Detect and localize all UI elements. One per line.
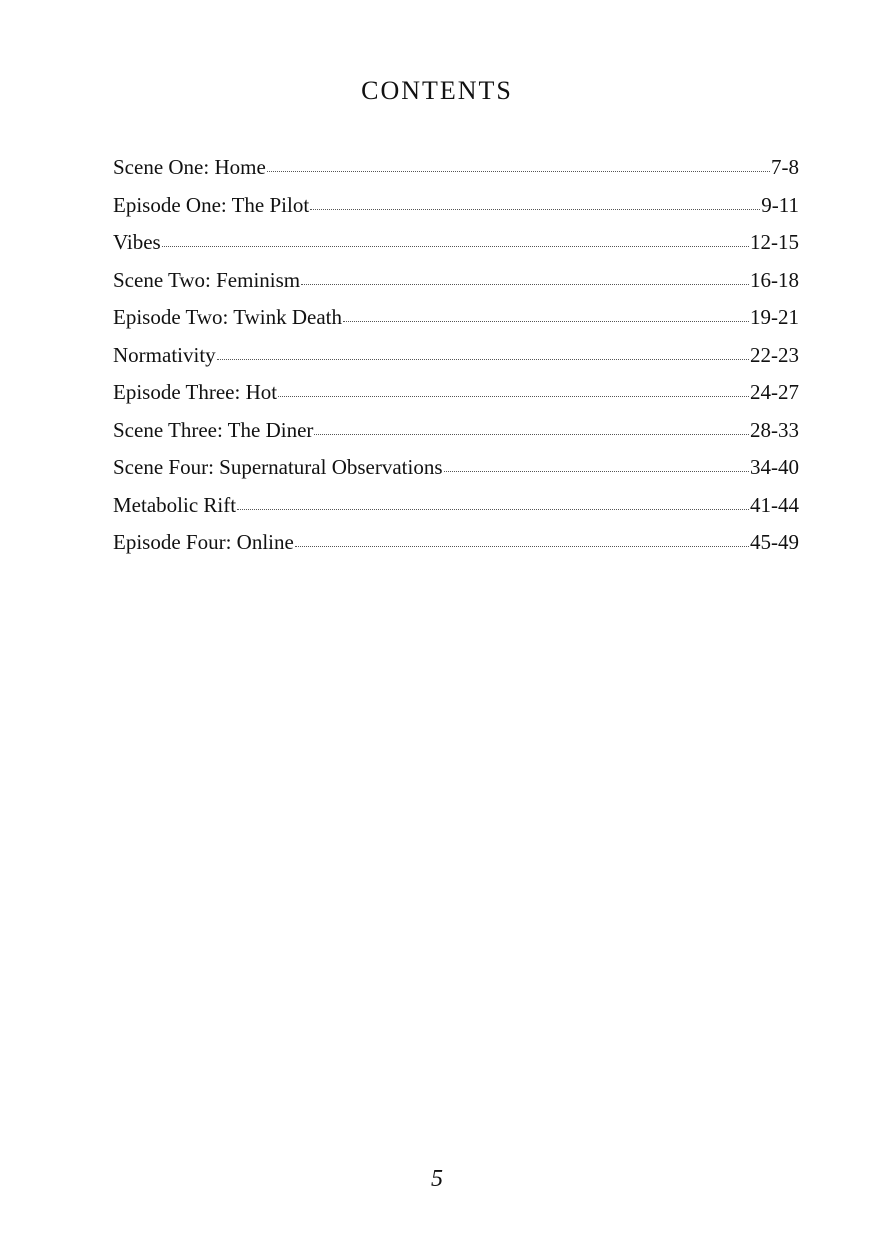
toc-entry-label: Scene Four: Supernatural Observations [113, 455, 443, 479]
toc-entry-pages: 19-21 [750, 305, 799, 329]
dot-leader [267, 171, 770, 172]
toc-entry-label: Scene Two: Feminism [113, 267, 301, 292]
dot-leader [278, 396, 749, 397]
toc-entry-label: Vibes [113, 230, 161, 254]
toc-entry[interactable] [113, 190, 799, 228]
toc-entry[interactable] [113, 340, 799, 378]
toc-entry-label: Scene Three: The Diner [113, 417, 314, 442]
toc-entry-pages: 28-33 [750, 417, 799, 442]
toc-entry-label: Normativity [113, 342, 216, 367]
toc-entry-label: Episode Three: Hot [113, 380, 278, 404]
dot-leader [343, 321, 749, 322]
toc-entry-label: Metabolic Rift [113, 492, 237, 517]
toc-entry-label: Episode Four: Online [113, 530, 294, 554]
toc-entry-pages: 16-18 [750, 267, 799, 292]
toc-entry-pages: 24-27 [750, 380, 799, 404]
toc-entry[interactable] [113, 227, 799, 265]
toc-entry-label: Episode Two: Twink Death [113, 305, 343, 329]
toc-entry-label: Scene One: Home [113, 155, 266, 179]
toc-entry-pages: 12-15 [750, 230, 799, 254]
toc-entry[interactable] [113, 265, 799, 303]
toc-entry[interactable] [113, 490, 799, 528]
toc-entry[interactable] [113, 152, 799, 190]
toc-entry[interactable] [113, 452, 799, 490]
toc-entry-pages: 7-8 [771, 155, 799, 179]
toc-entry[interactable] [113, 415, 799, 453]
toc-entry-pages: 45-49 [750, 530, 799, 554]
dot-leader [295, 546, 749, 547]
dot-leader [444, 471, 749, 472]
toc-entry-pages: 41-44 [750, 492, 799, 517]
page-number: 5 [431, 1166, 443, 1192]
toc-entry-pages: 9-11 [761, 192, 799, 217]
dot-leader [301, 284, 749, 285]
page-title: CONTENTS [361, 76, 513, 105]
dot-leader [217, 359, 749, 360]
dot-leader [310, 209, 760, 210]
toc-entry[interactable] [113, 302, 799, 340]
dot-leader [237, 509, 749, 510]
table-of-contents [113, 152, 799, 565]
toc-entry[interactable] [113, 377, 799, 415]
toc-entry-pages: 22-23 [750, 342, 799, 367]
toc-entry-pages: 34-40 [750, 455, 799, 479]
dot-leader [162, 246, 749, 247]
toc-entry-label: Episode One: The Pilot [113, 192, 310, 217]
toc-entry[interactable] [113, 527, 799, 565]
dot-leader [314, 434, 749, 435]
